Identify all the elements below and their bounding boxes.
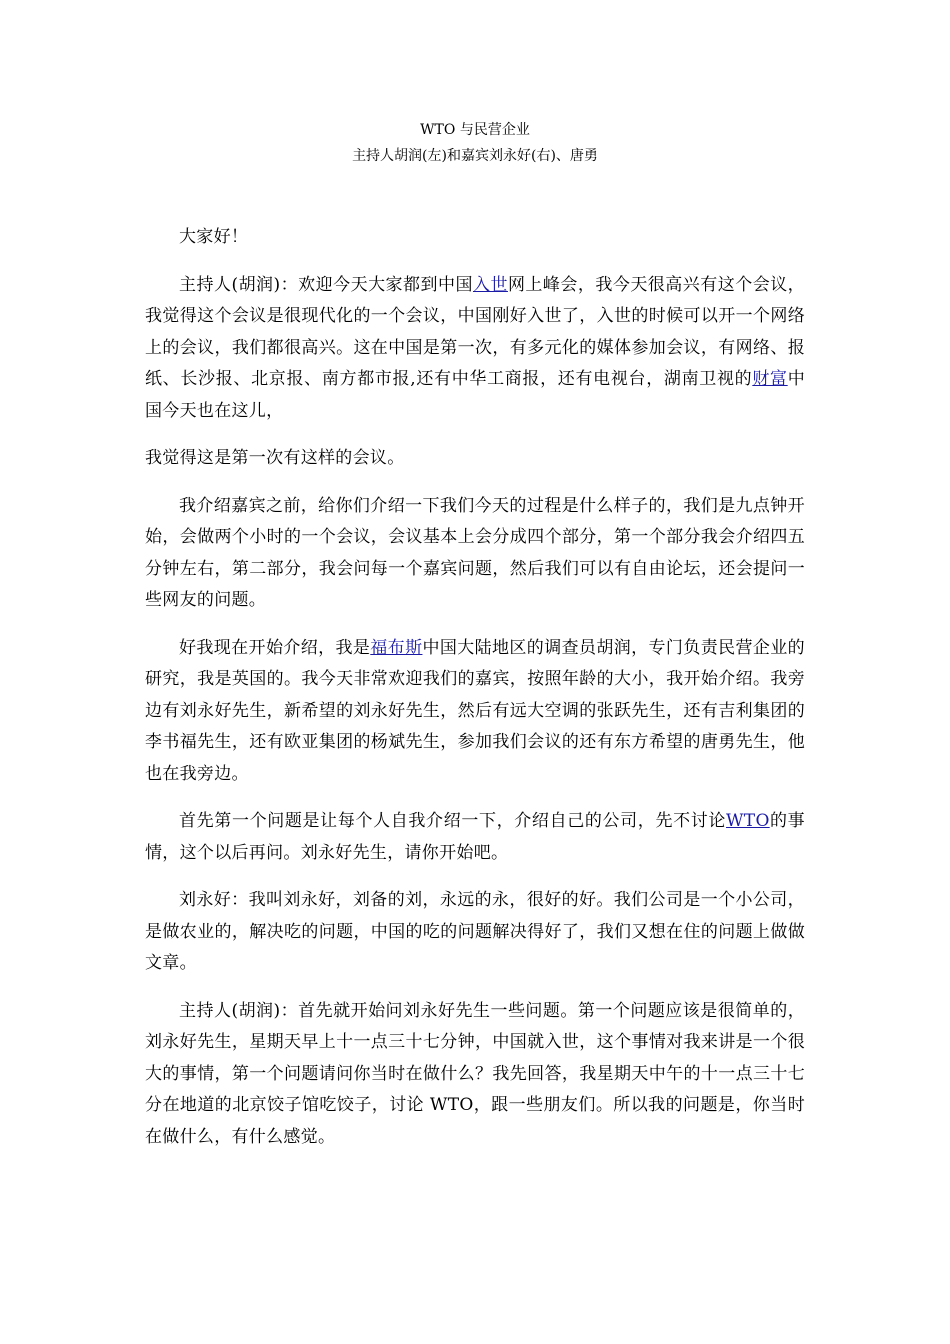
paragraph-first-meeting: 我觉得这是第一次有这样的会议。 <box>145 448 405 468</box>
paragraph-text: 的事情，这个以后再问。刘永好先生，请你开始吧。 <box>145 811 805 863</box>
paragraph-host-question: 主持人(胡润)：首先就开始问刘永好先生一些问题。第一个问题应该是很简单的，刘永好先生，星期天早上十一点三十七分钟，中国就入世，这个事情对我来讲是一个很大的事情，第一个问题请问你当时在做什么？我先回答，我星期天中午的十一点三十七分在地道的北京饺子馆吃饺子，讨论 WTO，跟一些朋友们。所以我的问题是，你当时在做什么，有什么感觉。 <box>145 1000 805 1147</box>
paragraph-first-question <box>145 806 805 869</box>
paragraph-text: 首先第一个问题是让每个人自我介绍一下，介绍自己的公司，先不讨论 <box>179 811 727 831</box>
link-rushi[interactable]: 入世 <box>472 274 508 295</box>
paragraph-text: 网上峰会，我今天很高兴有这个会议，我觉得这个会议是很现代化的一个会议，中国刚好入世了，入世的时候可以开一个网络上的会议，我们都很高兴。这在中国是第一次，有多元化的媒体参加会议，有网络、报纸、长沙报、北京报、南方都市报,还有中华工商报，还有电视台，湖南卫视的 <box>145 274 805 389</box>
paragraph-host-intro <box>145 270 805 428</box>
paragraph-text: 中国今天也在这儿， <box>145 369 805 421</box>
paragraph-text: 好我现在开始介绍，我是 <box>179 637 371 658</box>
paragraph-agenda: 我介绍嘉宾之前，给你们介绍一下我们今天的过程是什么样子的，我们是九点钟开始，会做两个小时的一个会议，会议基本上会分成四个部分，第一个部分我会介绍四五分钟左右，第二部分，我会问每一个嘉宾问题，然后我们可以有自由论坛，还会提问一些网友的问题。 <box>145 495 805 610</box>
paragraph-text: 主持人(胡润)：欢迎今天大家都到中国 <box>179 274 473 295</box>
paragraph-liu-intro: 刘永好：我叫刘永好，刘备的刘，永远的永，很好的好。我们公司是一个小公司，是做农业的，解决吃的问题，中国的吃的问题解决得好了，我们又想在住的问题上做做文章。 <box>145 890 805 973</box>
paragraph-guest-intro <box>145 633 805 791</box>
link-caifu[interactable]: 财富 <box>752 369 788 389</box>
document-title: WTO 与民营企业 <box>420 122 530 138</box>
document-page <box>145 120 805 1169</box>
paragraph-greeting: 大家好！ <box>179 227 249 247</box>
paragraph-text: 中国大陆地区的调查员胡润，专门负责民营企业的研究，我是英国的。我今天非常欢迎我们的嘉宾，按照年龄的大小，我开始介绍。我旁边有刘永好先生，新希望的刘永好先生，然后有远大空调的张跃先生，还有吉利集团的李书福先生，还有欧亚集团的杨斌先生，参加我们会议的还有东方希望的唐勇先生，他也在我旁边。 <box>145 637 805 784</box>
document-subtitle: 主持人胡润(左)和嘉宾刘永好(右)、唐勇 <box>352 148 598 164</box>
link-wto[interactable]: WTO <box>726 811 770 831</box>
link-forbes[interactable]: 福布斯 <box>370 637 423 658</box>
